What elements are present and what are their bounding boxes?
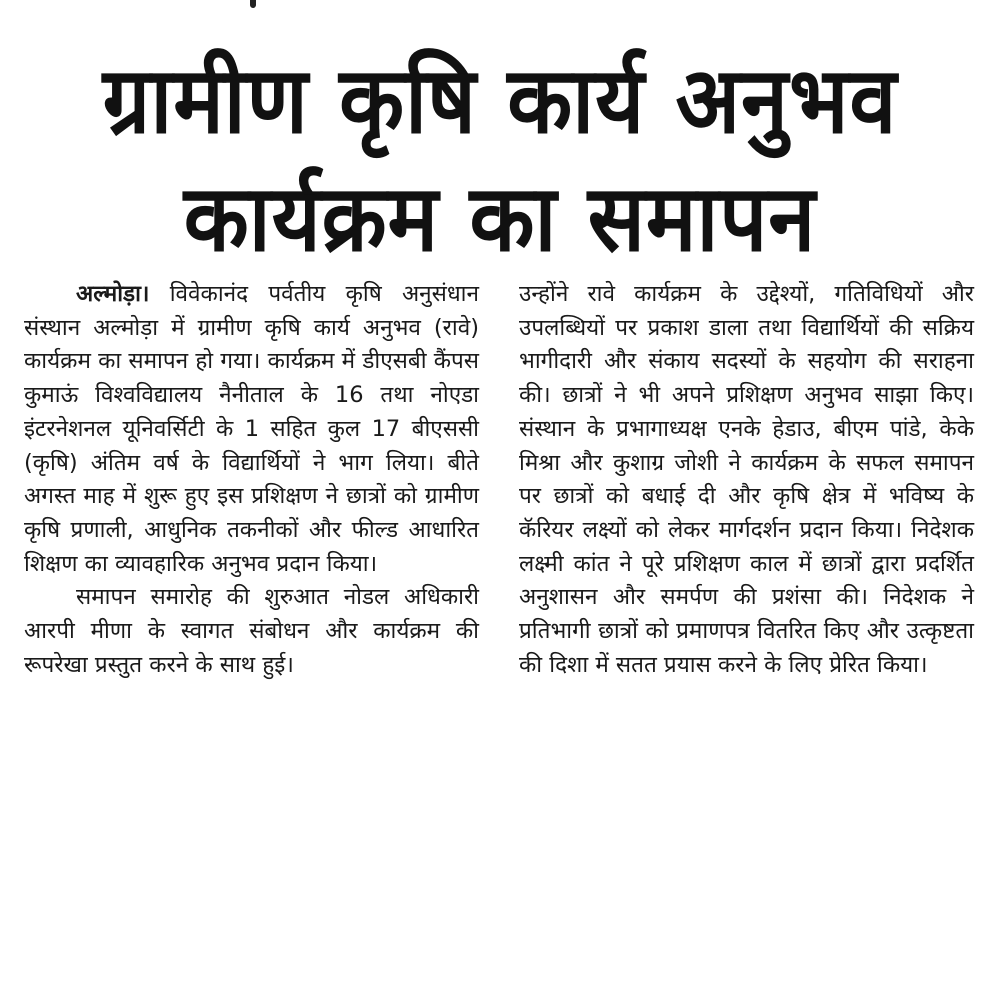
headline [0,42,1000,278]
paragraph-3: उन्होंने रावे कार्यक्रम के उद्देश्यों, गतिविधियों और उपलब्धियों पर प्रकाश डाला तथा विद्यार्थियों की सक्रिय भागीदारी और संकाय सदस्यों के सहयोग की सराहना की। छात्रों ने भी अपने प्रशिक्षण अनुभव साझा किए। संस्थान के प्रभागाध्यक्ष एनके हेडाउ, बीएम पांडे, केके मिश्रा और कुशाग्र जोशी ने कार्यक्रम के सफल समापन पर छात्रों को बधाई दी और कृषि क्षेत्र में भविष्य के कॅरियर लक्ष्यों को लेकर मार्गदर्शन प्रदान किया। निदेशक लक्ष्मी कांत ने पूरे प्रशिक्षण काल में छात्रों द्वारा प्रदर्शित अनुशासन और समर्पण की प्रशंसा की। निदेशक ने प्रतिभागी छात्रों को प्रमाणपत्र वितरित किए और उत्कृष्टता की दिशा में सतत प्रयास करने के लिए प्रेरित किया। [519,281,974,678]
clipping-edge-mark [250,0,256,8]
headline-line-2: कार्यक्रम का समापन [183,165,817,272]
paragraph-2: समापन समारोह की शुरुआत नोडल अधिकारी आरपी मीणा के स्वागत संबोधन और कार्यक्रम की रूपरेखा प्रस्तुत करने के साथ हुई। [24,584,479,678]
dateline: अल्मोड़ा। [76,281,150,307]
headline-line-1: ग्रामीण कृषि कार्य अनुभव [102,47,898,154]
article-body [24,278,974,682]
article-column-1 [24,278,479,682]
paragraph-1 [24,278,479,581]
paragraph-1-text: विवेकानंद पर्वतीय कृषि अनुसंधान संस्थान अल्मोड़ा में ग्रामीण कृषि कार्य अनुभव (रावे) कार्यक्रम का समापन हो गया। कार्यक्रम में डीएसबी कैंपस कुमाऊं विश्वविद्यालय नैनीताल के 16 तथा नोएडा इंटरनेशनल यूनिवर्सिटी के 1 सहित कुल 17 बीएससी (कृषि) अंतिम वर्ष के विद्यार्थियों ने भाग लिया। बीते अगस्त माह में शुरू हुए इस प्रशिक्षण ने छात्रों को ग्रामीण कृषि प्रणाली, आधुनिक तकनीकों और फील्ड आधारित शिक्षण का व्यावहारिक अनुभव प्रदान किया। [24,281,479,577]
article-column-2 [519,278,974,682]
